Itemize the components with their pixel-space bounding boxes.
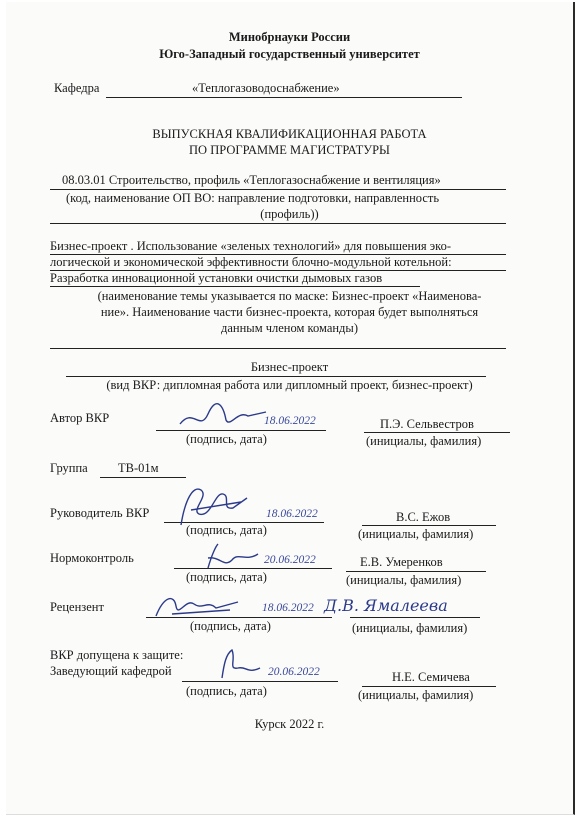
document-page [6, 2, 575, 815]
author-name: П.Э. Сельвестров [380, 417, 474, 431]
topic-line-3: Разработка инновационной установки очистки дымовых газов [50, 271, 383, 285]
topic-line-2: логической и экономической эффективности блочно-модульной котельной: [50, 255, 452, 269]
reviewer-sign-hint: (подпись, дата) [190, 619, 271, 633]
work-type-underline [66, 376, 486, 377]
topic-hint-1: (наименование темы указывается по маске: Бизнес-проект «Наименова- [97, 289, 482, 303]
topic-underline-1 [50, 254, 506, 255]
ministry-name: Минобрнауки России [228, 30, 351, 44]
specialty-hint-2: (профиль)) [260, 207, 319, 221]
supervisor-label: Руководитель ВКР [50, 506, 150, 520]
normcontrol-label: Нормоконтроль [50, 551, 134, 565]
head-name: Н.Е. Семичева [392, 670, 470, 684]
reviewer-name-hint: (инициалы, фамилия) [352, 621, 468, 635]
author-sign-hint: (подпись, дата) [186, 432, 267, 446]
group-value: ТВ-01м [118, 461, 159, 475]
head-sign-hint: (подпись, дата) [186, 684, 267, 698]
specialty-value: 08.03.01 Строительство, профиль «Теплогазоснабжение и вентиляция» [62, 173, 441, 187]
head-name-line [362, 686, 496, 687]
admission-text: ВКР допущена к защите: [50, 648, 184, 662]
head-name-hint: (инициалы, фамилия) [358, 688, 474, 702]
university-name: Юго-Западный государственный университет [159, 47, 420, 61]
author-sign-date: 18.06.2022 [264, 415, 316, 427]
author-name-hint: (инициалы, фамилия) [366, 434, 482, 448]
normcontrol-name: Е.В. Умеренков [360, 555, 443, 569]
supervisor-name: В.С. Ежов [396, 510, 451, 524]
topic-hint-underline [50, 348, 506, 349]
supervisor-sign-date: 18.06.2022 [266, 508, 318, 520]
city-year: Курск 2022 г. [254, 717, 325, 731]
normcontrol-name-hint: (инициалы, фамилия) [346, 573, 462, 587]
head-signature [214, 646, 264, 687]
work-type-hint: (вид ВКР: дипломная работа или дипломный проект, бизнес-проект) [106, 378, 473, 392]
head-sign-date: 20.06.2022 [268, 666, 320, 678]
specialty-hint-underline [50, 223, 506, 224]
group-underline [100, 477, 186, 478]
normcontrol-sign-date: 20.06.2022 [264, 554, 316, 566]
department-underline [106, 97, 462, 98]
work-type-value: Бизнес-проект [250, 360, 329, 374]
normcontrol-sign-hint: (подпись, дата) [186, 570, 267, 584]
specialty-underline [50, 189, 506, 190]
supervisor-name-hint: (инициалы, фамилия) [358, 527, 474, 541]
reviewer-label: Рецензент [50, 600, 104, 614]
topic-line-1: Бизнес-проект . Использование «зеленых технологий» для повышения эко- [50, 239, 452, 253]
reviewer-handwritten-name: Д.В. Ямалеева [324, 596, 448, 615]
department-value: «Теплогазоводоснабжение» [192, 81, 340, 95]
topic-hint-3: данным членом команды) [221, 321, 358, 335]
work-title-line2: ПО ПРОГРАММЕ МАГИСТРАТУРЫ [189, 143, 390, 157]
topic-hint-2: ние». Наименование части бизнес-проекта, которая будет выполняться [100, 305, 479, 319]
topic-underline-3 [50, 286, 420, 287]
specialty-hint-1: (код, наименование ОП ВО: направление подготовки, направленность [66, 191, 440, 205]
head-of-department-label: Заведующий кафедрой [50, 664, 172, 678]
topic-underline-2 [50, 270, 506, 271]
reviewer-name-line [350, 617, 480, 618]
reviewer-sign-date: 18.06.2022 [262, 602, 314, 614]
work-title-line1: ВЫПУСКНАЯ КВАЛИФИКАЦИОННАЯ РАБОТА [152, 127, 427, 141]
author-name-line [364, 432, 510, 433]
department-label: Кафедра [54, 81, 100, 95]
author-label: Автор ВКР [50, 411, 110, 425]
supervisor-name-line [362, 525, 496, 526]
group-label: Группа [50, 461, 88, 475]
supervisor-sign-hint: (подпись, дата) [186, 523, 267, 537]
normcontrol-name-line [346, 571, 486, 572]
